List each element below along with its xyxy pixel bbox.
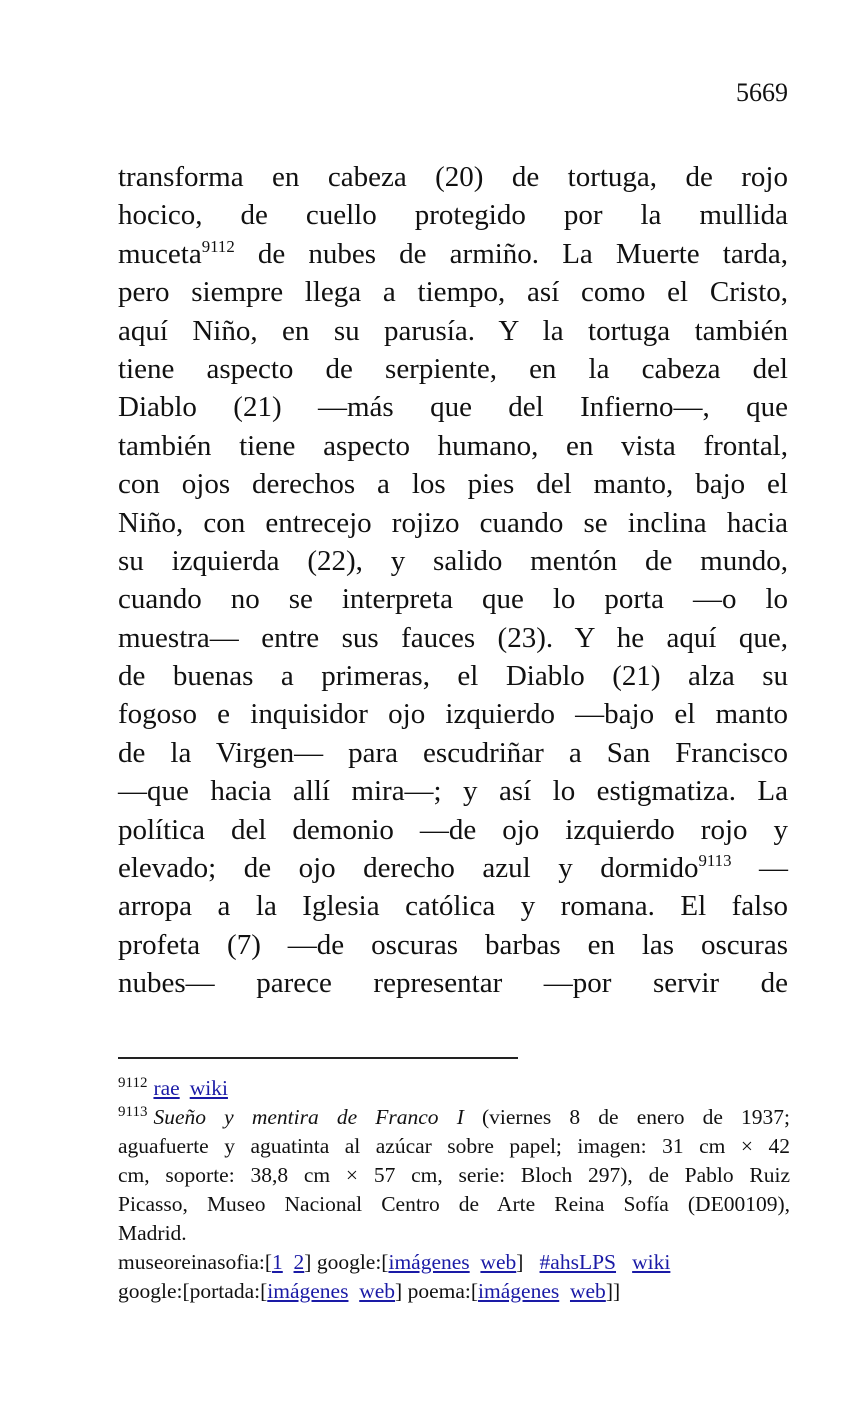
links-mid: ] poema:[ (395, 1279, 479, 1303)
body-line (118, 235, 788, 273)
portada-web-link[interactable]: web (359, 1279, 396, 1303)
body-line-text: — (731, 852, 788, 885)
links-prefix: museoreinasofia:[ (118, 1250, 273, 1274)
wiki-link[interactable]: wiki (632, 1250, 671, 1274)
artwork-title: Sueño y mentira de Franco I (153, 1105, 464, 1129)
body-line-text: muceta (118, 237, 202, 270)
body-line: también tiene aspecto humano, en vista frontal, (118, 429, 788, 462)
footnote-separator (118, 1057, 518, 1059)
links-row (118, 1248, 790, 1277)
poema-web-link[interactable]: web (569, 1279, 606, 1303)
google-web-link[interactable]: web (480, 1250, 517, 1274)
google-images-link[interactable]: imágenes (388, 1250, 470, 1274)
links-prefix: google:[portada:[ (118, 1279, 268, 1303)
body-line: de la Virgen— para escudriñar a San Francisco (118, 736, 788, 769)
body-line: Diablo (21) —más que del Infierno—, que (118, 391, 788, 424)
footnote-ref-9112: 9112 (201, 236, 235, 256)
body-text (118, 158, 788, 1003)
body-line: fogoso e inquisidor ojo izquierdo —bajo el manto (118, 698, 788, 731)
body-line (118, 849, 788, 887)
footnotes (118, 1074, 790, 1306)
footnote-ref-9113: 9113 (698, 851, 732, 871)
body-line: tiene aspecto de serpiente, en la cabeza del (118, 352, 788, 385)
body-line: Niño, con entrecejo rojizo cuando se inclina hacia (118, 506, 788, 539)
body-line: con ojos derechos a los pies del manto, bajo el (118, 468, 788, 501)
body-line: su izquierda (22), y salido mentón de mundo, (118, 544, 788, 577)
body-line: nubes— parece representar —por servir de (118, 967, 788, 1000)
body-line: política del demonio —de ojo izquierdo rojo y (118, 813, 788, 846)
footnote-text-line: Madrid. (118, 1221, 187, 1245)
museo-link-1[interactable]: 1 (272, 1250, 283, 1274)
ahslps-link[interactable]: #ahsLPS (539, 1250, 617, 1274)
poema-images-link[interactable]: imágenes (478, 1279, 560, 1303)
footnote-text-line: cm, soporte: 38,8 cm × 57 cm, serie: Bloch 297), de Pablo Ruiz (118, 1163, 790, 1187)
body-line: muestra— entre sus fauces (23). Y he aquí que, (118, 621, 788, 654)
rae-link[interactable]: rae (153, 1076, 180, 1100)
footnote-9112 (118, 1074, 790, 1103)
body-line: arropa a la Iglesia católica y romana. El falso (118, 890, 788, 923)
body-line-text: de nubes de armiño. La Muerte tarda, (234, 237, 788, 270)
body-line: cuando no se interpreta que lo porta —o lo (118, 583, 788, 616)
body-line: transforma en cabeza (20) de tortuga, de rojo (118, 161, 788, 193)
footnote-9113 (118, 1103, 790, 1132)
portada-images-link[interactable]: imágenes (267, 1279, 349, 1303)
body-line: —que hacia allí mira—; y así lo estigmatiza. La (118, 775, 788, 808)
links-row (118, 1277, 790, 1306)
body-line-text: elevado; de ojo derecho azul y dormido (118, 852, 699, 885)
body-line: aquí Niño, en su parusía. Y la tortuga también (118, 314, 788, 347)
body-line: profeta (7) —de oscuras barbas en las oscuras (118, 928, 788, 961)
footnote-text-line: aguafuerte y aguatinta al azúcar sobre papel; imagen: 31 cm × 42 (118, 1134, 790, 1158)
body-line: pero siempre llega a tiempo, así como el Cristo, (118, 276, 788, 309)
body-line: de buenas a primeras, el Diablo (21) alza su (118, 660, 788, 693)
footnote-text-line: Picasso, Museo Nacional Centro de Arte Reina Sofía (DE00109), (118, 1192, 790, 1216)
footnote-number: 9113 (118, 1104, 148, 1120)
links-mid: ] google:[ (304, 1250, 389, 1274)
wiki-link[interactable]: wiki (189, 1076, 228, 1100)
footnote-text: (viernes 8 de enero de 1937; (463, 1105, 790, 1129)
links-suffix: ]] (605, 1279, 621, 1303)
body-line: hocico, de cuello protegido por la mullida (118, 199, 788, 232)
links-close: ] (516, 1250, 524, 1274)
museo-link-2[interactable]: 2 (293, 1250, 305, 1274)
footnote-number: 9112 (118, 1075, 148, 1091)
page-number: 5669 (736, 78, 788, 107)
